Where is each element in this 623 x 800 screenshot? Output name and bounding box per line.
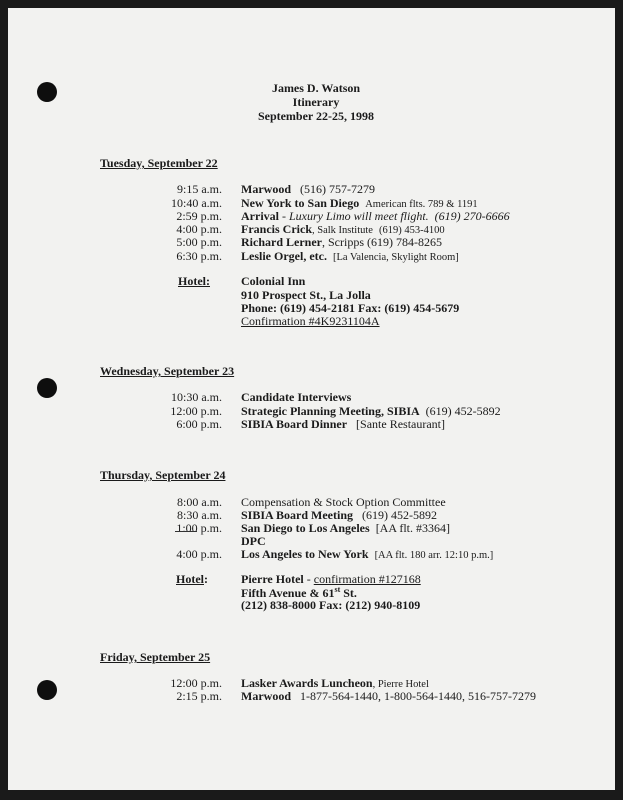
event-time: 10:40 a.m. <box>171 196 222 210</box>
event-time: 1:00 p.m. <box>176 521 222 535</box>
event-time: 2:15 p.m. <box>176 689 222 703</box>
doc-title: Itinerary <box>292 95 340 109</box>
event-detail: Los Angeles to New York [AA flt. 180 arr. 12:10 p.m.] <box>241 547 494 561</box>
event-time: 2:59 p.m. <box>176 209 222 223</box>
event-detail: Arrival - Luxury Limo will meet flight. (619) 270-6666 <box>241 209 510 223</box>
event-detail: Richard Lerner, Scripps (619) 784-8265 <box>241 235 442 249</box>
event-time: 9:15 a.m. <box>177 182 222 196</box>
day-heading-wednesday: Wednesday, September 23 <box>100 364 235 378</box>
event-time: 6:30 p.m. <box>176 249 222 263</box>
event-detail: Marwood (516) 757-7279 <box>241 182 375 196</box>
day-heading-tuesday: Tuesday, September 22 <box>100 156 218 170</box>
event-time: 6:00 p.m. <box>176 417 222 431</box>
hotel-phone: Phone: (619) 454-2181 Fax: (619) 454-5679 <box>241 301 460 315</box>
event-time: 4:00 p.m. <box>176 547 222 561</box>
hotel-phone: (212) 838-8000 Fax: (212) 940-8109 <box>241 598 421 612</box>
day-heading-thursday: Thursday, September 24 <box>100 468 226 482</box>
event-detail: SIBIA Board Dinner [Sante Restaurant] <box>241 417 445 431</box>
event-detail: Leslie Orgel, etc. [La Valencia, Skylight Room] <box>241 249 459 263</box>
event-time: 12:00 p.m. <box>170 676 222 690</box>
hotel-name: Colonial Inn <box>241 274 306 288</box>
event-detail: San Diego to Los Angeles [AA flt. #3364] <box>241 521 451 535</box>
event-detail: Marwood 1-877-564-1440, 1-800-564-1440, 516-757-7279 <box>241 689 536 703</box>
hotel-label: Hotel: <box>178 274 210 288</box>
event-time: 5:00 p.m. <box>176 235 222 249</box>
blank-time-line <box>175 531 197 532</box>
event-time: 8:00 a.m. <box>177 495 222 509</box>
event-detail: Francis Crick, Salk Institute (619) 453-4100 <box>241 222 445 236</box>
doc-author: James D. Watson <box>271 81 361 95</box>
hotel-label: Hotel: <box>176 572 208 586</box>
event-detail: Candidate Interviews <box>241 390 352 404</box>
event-detail: New York to San Diego American flts. 789 & 1191 <box>241 196 478 210</box>
event-detail: Lasker Awards Luncheon, Pierre Hotel <box>241 676 429 690</box>
doc-dates: September 22-25, 1998 <box>257 109 375 123</box>
event-time: 8:30 a.m. <box>177 508 222 522</box>
event-time: 4:00 p.m. <box>176 222 222 236</box>
event-detail: DPC <box>241 534 266 548</box>
hotel-address: 910 Prospect St., La Jolla <box>241 288 371 302</box>
hotel-address: Fifth Avenue & 61st St. <box>241 585 357 600</box>
event-time: 12:00 p.m. <box>170 404 222 418</box>
punch-hole <box>37 82 57 102</box>
event-detail: Compensation & Stock Option Committee <box>241 495 446 509</box>
event-time: 10:30 a.m. <box>171 390 222 404</box>
hotel-name: Pierre Hotel - confirmation #127168 <box>241 572 421 586</box>
event-detail: Strategic Planning Meeting, SIBIA (619) 452-5892 <box>241 404 501 418</box>
event-detail: SIBIA Board Meeting (619) 452-5892 <box>241 508 438 522</box>
hotel-confirmation: Confirmation #4K9231104A <box>241 314 380 328</box>
day-heading-friday: Friday, September 25 <box>100 650 211 664</box>
